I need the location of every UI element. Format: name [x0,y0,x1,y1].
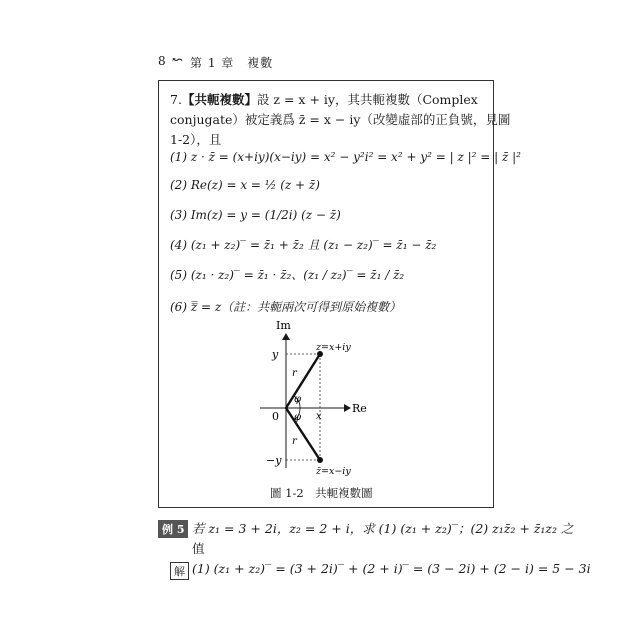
definition-line-1: 設 z = x + iy，其共軛複數（Complex [256,92,478,107]
vector-z-conjugate [286,408,320,460]
header-ornament-icon: ↜ [172,53,184,68]
property-4: (4) (z₁ + z₂)‾ = z̄₁ + z̄₂ 且 (z₁ − z₂)‾ = z̄₁ − z̄₂ [170,238,437,252]
phi-label-bottom: φ [294,412,302,423]
property-5: (5) (z₁ · z₂)‾ = z̄₁ · z̄₂、(z₁ / z₂)‾ = z̄₁ / z̄₂ [170,268,405,282]
definition-line-3: 1-2），且 [170,132,222,147]
conjugate-figure [250,318,380,478]
point-z-conjugate-label: z̄=x−iy [316,466,351,477]
neg-y-label: −y [266,454,282,467]
property-3: (3) Im(z) = y = (1/2i) (z − z̄) [170,208,341,222]
solution-line-1: (1) (z₁ + z₂)‾ = (3 + 2i)‾ + (2 + i)‾ = (3 − 2i) + (2 − i) = 5 − 3i [192,561,591,576]
r-label-bottom: r [292,436,297,447]
example-question-line-1: 若 z₁ = 3 + 2i，z₂ = 2 + i，求 (1) (z₁ + z₂)‾；(2) z₁z̄₂ + z̄₁z₂ 之 [192,521,574,536]
page-number: 8 [158,54,167,68]
definition-line-2: conjugate）被定義爲 z̄ = x − iy（改變虛部的正負號，見圖 [170,112,511,127]
property-6: (6) z̿ = z（註：共軛兩次可得到原始複數） [170,300,402,314]
r-label-top: r [292,368,297,379]
property-1: (1) z · z̄ = (x+iy)(x−iy) = x² − y²i² = x² + y² = | z |² = | z̄ |² [170,150,521,164]
figure-caption: 圖 1-2 共軛複數圖 [270,486,373,500]
x-label: x [316,411,322,422]
y-label: y [272,348,279,361]
solve-tag-wrap [170,560,189,580]
example-tag-wrap [158,518,188,538]
point-z-conjugate [317,457,323,463]
solve-tag: 解 [170,562,189,580]
axis-im-label: Im [276,319,291,332]
vector-z [286,354,320,408]
axis-re-label: Re [352,402,367,415]
example-tag: 例 5 [158,520,188,538]
phi-label-top: φ [294,394,302,405]
chapter-title: 第 1 章 複數 [190,56,274,70]
origin-label: 0 [272,410,279,423]
property-2: (2) Re(z) = x = ½ (z + z̄) [170,178,320,192]
definition-heading [170,90,478,108]
example-question-line-2: 值 [192,541,205,556]
definition-title: 【共軛複數】 [181,92,257,107]
definition-number: 7. [170,92,182,107]
point-z-label: z=x+iy [316,342,351,353]
